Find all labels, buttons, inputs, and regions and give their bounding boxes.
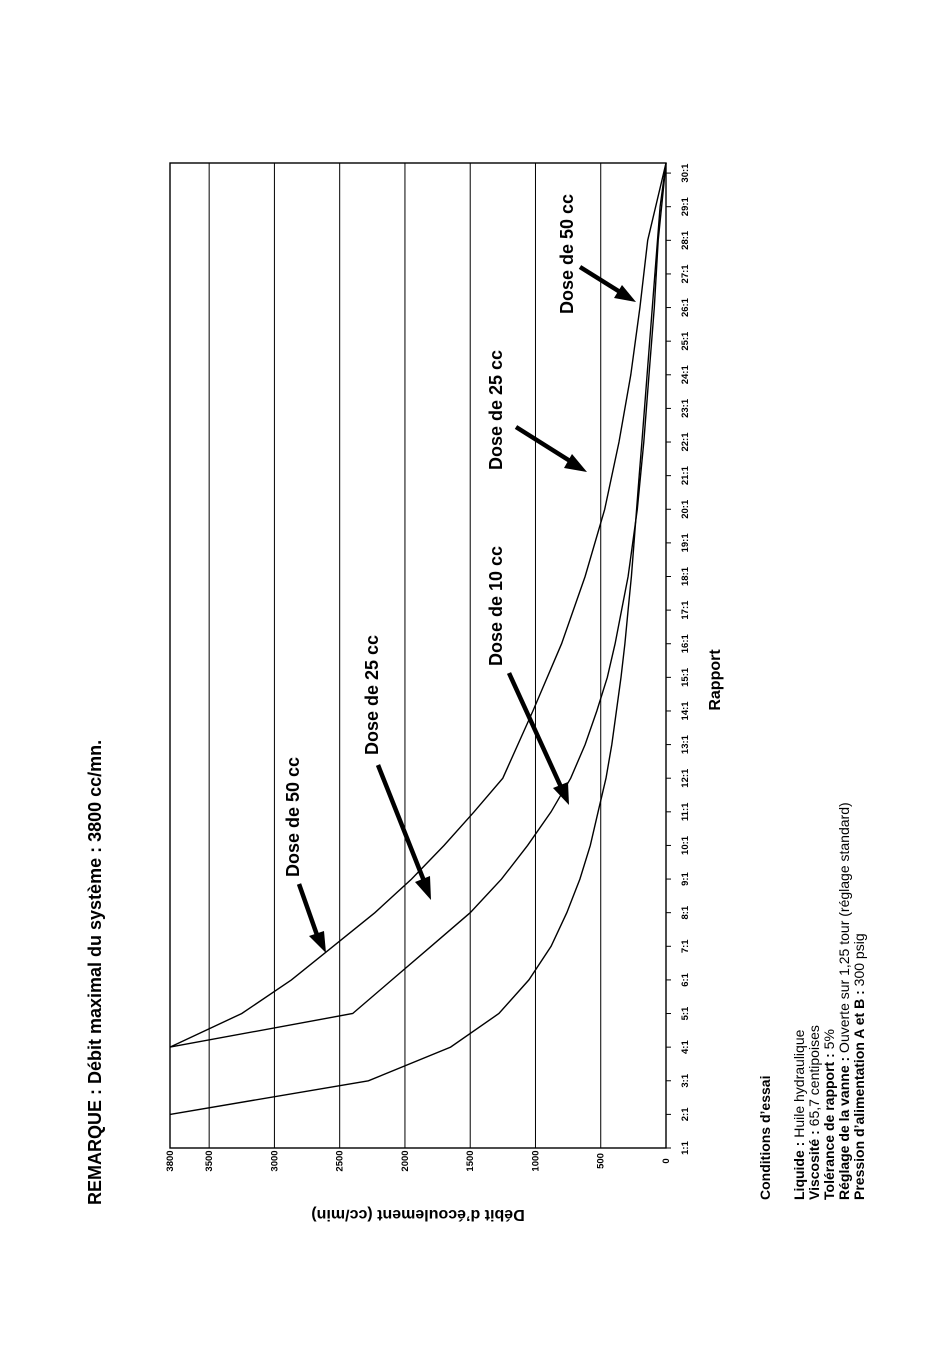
x-tick-label: 19:1 bbox=[680, 533, 691, 553]
series-line-dose-de-50-cc bbox=[170, 163, 666, 1047]
chart-title: REMARQUE : Débit maximal du système : 3800 cc/mn. bbox=[85, 739, 105, 1205]
annotation-label-50cc-right: Dose de 50 cc bbox=[557, 193, 577, 314]
condition-label: Tolérance de rapport : bbox=[821, 1053, 837, 1200]
x-tick-label: 23:1 bbox=[680, 398, 691, 418]
y-axis-title: Débit d’écoulement (cc/min) bbox=[311, 1206, 525, 1223]
x-tick-label: 9:1 bbox=[680, 872, 691, 886]
x-tick-label: 18:1 bbox=[680, 566, 691, 587]
x-tick-label: 16:1 bbox=[680, 634, 691, 654]
x-tick-label: 7:1 bbox=[680, 939, 691, 954]
condition-label: Réglage de la vanne : bbox=[836, 1056, 852, 1200]
conditions-heading: Conditions d’essai bbox=[757, 1075, 773, 1200]
x-tick-label: 6:1 bbox=[680, 973, 691, 987]
y-tick-label: 3500 bbox=[204, 1150, 216, 1172]
x-tick-label: 21:1 bbox=[680, 466, 691, 486]
x-tick-label: 26:1 bbox=[680, 298, 691, 318]
x-tick-label: 22:1 bbox=[680, 432, 691, 452]
x-tick-labels bbox=[680, 163, 691, 1155]
annotation-label-25cc-left: Dose de 25 cc bbox=[362, 634, 382, 755]
test-conditions bbox=[757, 802, 867, 1200]
condition-line-valve bbox=[836, 802, 852, 1200]
series-curves bbox=[170, 163, 666, 1114]
y-tick-label: 3000 bbox=[269, 1150, 281, 1172]
condition-value: Ouverte sur 1,25 tour (réglage standard) bbox=[836, 802, 852, 1057]
y-tick-label: 2000 bbox=[399, 1150, 411, 1172]
condition-value: 5% bbox=[821, 1029, 837, 1054]
condition-label: Viscosité : bbox=[806, 1130, 822, 1200]
y-tick-label: 500 bbox=[595, 1153, 607, 1169]
x-tick-label: 5:1 bbox=[680, 1006, 691, 1021]
x-tick-label: 12:1 bbox=[680, 768, 691, 788]
y-tick-label: 1500 bbox=[465, 1150, 477, 1172]
annotation-arrow-50cc-left bbox=[299, 884, 326, 953]
condition-line-viscosity bbox=[806, 1025, 822, 1200]
x-tick-label: 27:1 bbox=[680, 264, 691, 284]
x-tick-label: 14:1 bbox=[680, 701, 691, 721]
annotation-label-50cc-left: Dose de 50 cc bbox=[283, 756, 303, 877]
condition-label: Liquide : bbox=[791, 1141, 807, 1200]
x-tick-label: 8:1 bbox=[680, 905, 691, 920]
y-tick-label: 3800 bbox=[165, 1150, 176, 1172]
y-tick-label: 0 bbox=[661, 1158, 672, 1164]
condition-value: Huile hydraulique bbox=[791, 1029, 807, 1142]
condition-line-tolerance bbox=[821, 1029, 837, 1200]
annotation-label-25cc-right: Dose de 25 cc bbox=[486, 349, 506, 470]
condition-value: 65,7 centipoises bbox=[806, 1025, 822, 1131]
condition-line-liquid bbox=[791, 1029, 807, 1200]
x-tick-label: 15:1 bbox=[680, 667, 691, 687]
condition-line-pressure bbox=[851, 933, 867, 1200]
condition-value: 300 psig bbox=[851, 933, 867, 991]
series-line-dose-de-10-cc bbox=[170, 163, 666, 1114]
x-tick-label: 3:1 bbox=[680, 1073, 691, 1088]
x-tick-label: 24:1 bbox=[680, 365, 691, 385]
x-tick-label: 17:1 bbox=[680, 600, 691, 620]
x-tick-label: 11:1 bbox=[680, 802, 691, 822]
x-tick-label: 30:1 bbox=[680, 163, 691, 183]
x-tick-label: 20:1 bbox=[680, 499, 691, 519]
series-line-dose-de-25-cc bbox=[170, 163, 666, 1047]
x-tick-label: 25:1 bbox=[680, 331, 691, 351]
plot-frame bbox=[170, 163, 666, 1148]
annotation-label-10cc: Dose de 10 cc bbox=[486, 545, 506, 666]
condition-label: Pression d’alimentation A et B : bbox=[851, 990, 867, 1200]
x-tick-label: 1:1 bbox=[680, 1141, 691, 1155]
y-tick-labels bbox=[165, 1150, 672, 1171]
x-tick-label: 28:1 bbox=[680, 230, 691, 250]
x-tick-label: 13:1 bbox=[680, 735, 691, 755]
x-tick-label: 10:1 bbox=[680, 835, 691, 855]
y-tick-label: 1000 bbox=[530, 1150, 542, 1172]
x-axis-title: Rapport bbox=[707, 649, 724, 711]
x-tick-label: 29:1 bbox=[680, 197, 691, 217]
annotation-arrow-25cc-right bbox=[516, 427, 587, 472]
x-tick-label: 4:1 bbox=[680, 1040, 691, 1055]
x-ticks bbox=[666, 173, 671, 1148]
annotation-arrow-10cc bbox=[509, 673, 569, 805]
y-tick-label: 2500 bbox=[334, 1150, 346, 1172]
gridlines bbox=[209, 163, 601, 1148]
annotation-arrow-50cc-right bbox=[580, 267, 636, 302]
x-tick-label: 2:1 bbox=[680, 1107, 691, 1122]
